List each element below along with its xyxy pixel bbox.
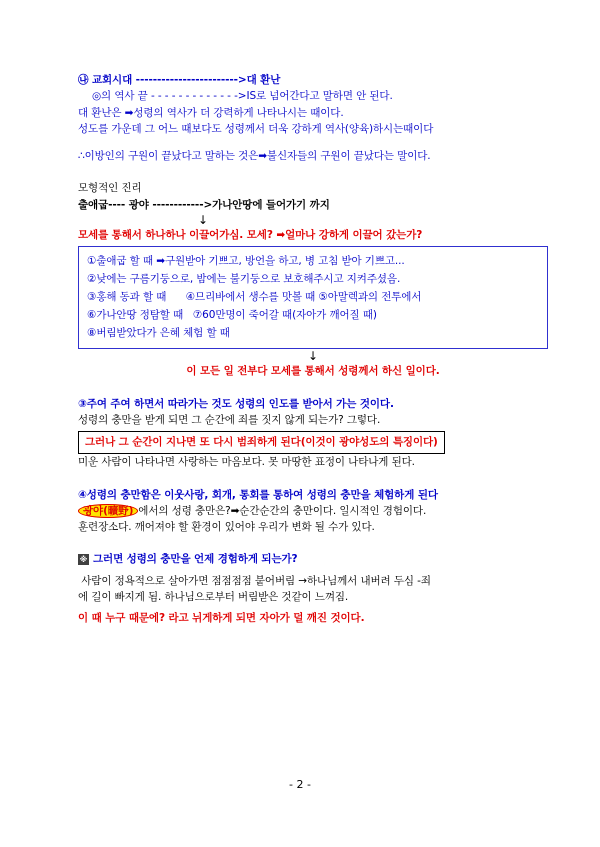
section4-line1: [78, 503, 548, 519]
box-item: ②낮에는 구름기둥으로, 밤에는 불기둥으로 보호해주시고 지켜주셨음.: [87, 273, 401, 286]
section1-line4: ∴이방인의 구원이 끝났다고 말하는 것은➡불신자들의 구원이 끝났다는 말이다.: [78, 150, 431, 163]
spacer: [78, 164, 548, 180]
box-item: ①출애굽 할 때 ➡구원받아 기쁘고, 방언을 하고, 병 고침 받아 기쁘고...: [87, 255, 405, 268]
box-item: ③홍해 동과 할 때 ④므리바에서 생수를 맛볼 때 ⑤아말렉과의 전투에서: [87, 291, 422, 304]
section1-heading: ㉯ 교회시대 ------------------------>대 환난: [78, 74, 281, 86]
section4-line2: 훈련장소다. 깨어져야 할 환경이 있어야 우리가 변화 될 수가 있다.: [78, 521, 375, 534]
section1-line1: ◎의 역사 끝 - - - - - - - - - - - - ->IS로 넘어간다고 말하면 안 된다.: [92, 90, 393, 103]
section4-line1-rest: 에서의 성령 충만은?➡순간순간의 충만이다. 일시적인 경험이다.: [138, 504, 427, 517]
box-item: ⑥가나안땅 정탐할 때 ⑦60만명이 죽어갈 때(자아가 깨어질 때): [87, 309, 377, 322]
section3-line1: 성령의 충만을 받게 되면 그 순간에 죄를 짓지 않게 되는가? 그렇다.: [78, 413, 381, 426]
section1-line2: 대 환난은 ➡성령의 역사가 더 강력하게 나타나시는 때이다.: [78, 106, 344, 119]
section5-heading: 그러면 성령의 충만을 언제 경험하게 되는가?: [93, 553, 298, 566]
section3-heading: ③주여 주여 하면서 따라가는 것도 성령의 인도를 받아서 가는 것이다.: [78, 397, 394, 410]
section4-heading: ④성령의 충만함은 이웃사랑, 회개, 통회를 통하여 성령의 충만을 체험하게 된다: [78, 488, 438, 501]
spacer: [78, 137, 548, 148]
section2-path: 출애굽---- 광야 ------------>가나안땅에 들어가기 까지: [78, 198, 330, 211]
section5-heading-row: [78, 551, 548, 567]
section5-line2: 에 길이 빠지게 됨. 하나님으로부터 버림받은 것같이 느껴짐.: [78, 591, 349, 604]
highlight-gwangya: 광야(曠野): [78, 504, 138, 518]
spacer: [78, 535, 548, 551]
section5-line3: 이 때 누구 때문에? 라고 뉘게하게 되면 자아가 덜 깨진 것이다.: [78, 612, 365, 625]
document-content: [78, 72, 548, 627]
square-marker-icon: ※: [79, 554, 88, 564]
spacer: [78, 471, 548, 487]
section2-box: [78, 246, 548, 349]
section1-line3: 성도를 가운데 그 어느 때보다도 성령께서 더욱 강하게 역사(양육)하시는때이다: [78, 122, 434, 135]
section5-line1: 사람이 정욕적으로 살아가면 점점점점 붙어버림 →하나님께서 내버려 두심 -죄: [78, 574, 431, 587]
section3-line2: 미운 사람이 나타나면 사랑하는 마음보다. 못 마땅한 표정이 나타나게 된다.: [78, 456, 415, 469]
section3-boxed-row: [78, 430, 548, 454]
section3-boxed-text: 그러나 그 순간이 지나면 또 다시 범죄하게 된다(이것이 광야성도의 특징이다): [78, 431, 445, 454]
box-item: ⑧버림받았다가 은혜 체험 할 때: [87, 327, 230, 340]
spacer: [78, 380, 548, 396]
section2-conclusion: 이 모든 일 전부다 모세를 통해서 성령께서 하신 일이다.: [186, 365, 440, 378]
section2-question: 모세를 통해서 하나하나 이끌어가심. 모세? ➡얼마나 강하게 이끌어 갔는가?: [78, 228, 423, 241]
arrow-down-icon: ↓: [307, 349, 319, 364]
arrow-down-icon: ↓: [198, 212, 209, 227]
section2-title: 모형적인 진리: [78, 182, 142, 195]
page-number: - 2 -: [289, 778, 311, 791]
